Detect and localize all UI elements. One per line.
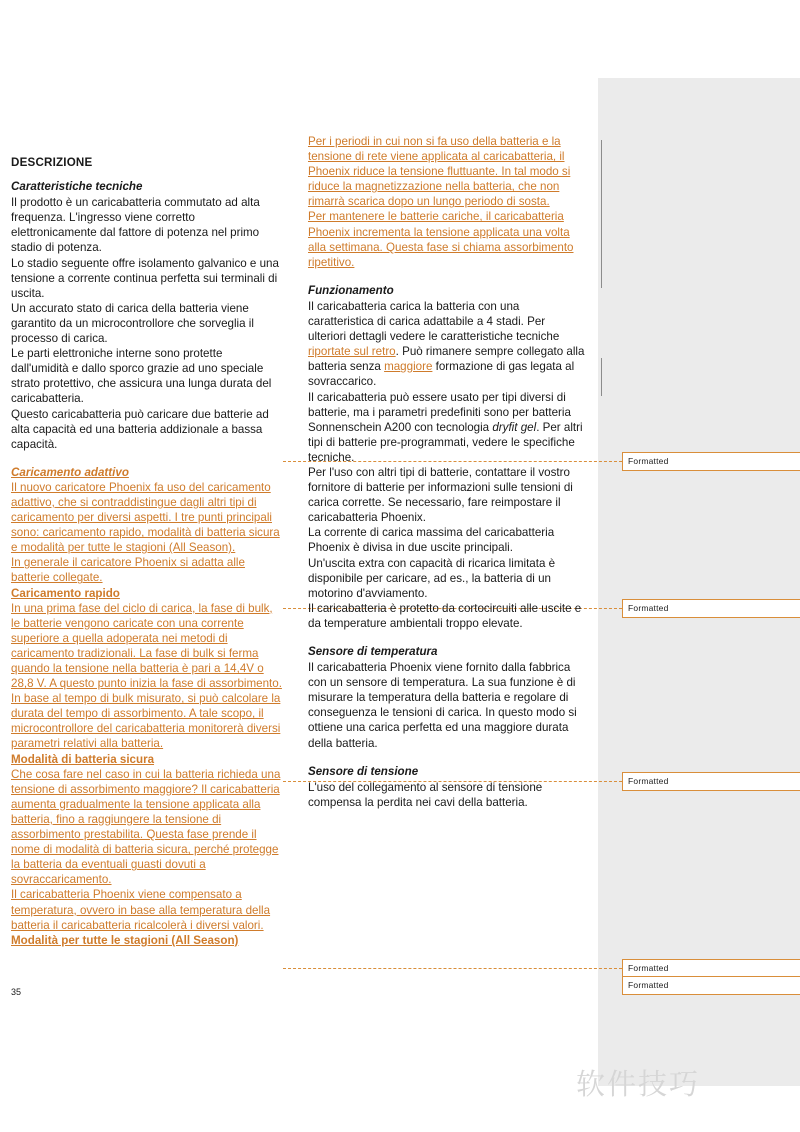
inserted-subheading: Caricamento rapido — [11, 586, 120, 600]
inserted-text: maggiore — [384, 360, 433, 374]
paragraph-text: Il caricabatteria può essere usato per tipi diversi di batterie, ma i parametri predefiniti sono per batteria Sonnenschein A200 con tecnologia — [308, 390, 571, 434]
formatted-balloon[interactable]: Formatted — [622, 959, 800, 978]
inserted-subheading: Modalità di batteria sicura — [11, 752, 155, 766]
paragraph: Lo stadio seguente offre isolamento galvanico e una tensione a corrente continua perfetta sui terminali di uscita. — [11, 256, 279, 300]
paragraph-text: formazione di gas legata al sovraccarico. — [308, 360, 575, 389]
balloon-leader-line — [283, 968, 622, 969]
subsection-heading: Sensore di tensione — [308, 764, 419, 778]
paragraph: L'uso del collegamento al sensore di tensione compensa la perdita nei cavi della batteria. — [308, 780, 543, 809]
paragraph: Un'uscita extra con capacità di ricarica limitata è disponibile per caricare, ad es., la batteria di un motorino d'avviamento. — [308, 556, 556, 600]
formatted-balloon[interactable]: Formatted — [622, 599, 800, 618]
paragraph: Le parti elettroniche interne sono protette dall'umidità e dallo sporco grazie ad uno speciale strato protettivo, che assicura una lunga durata del caricabatteria. — [11, 347, 272, 406]
paragraph: Il prodotto è un caricabatteria commutato ad alta frequenza. L'ingresso viene corretto elettronicamente dal fattore di potenza nel primo stadio di potenza. — [11, 196, 260, 255]
review-markup-pane — [598, 78, 800, 1086]
change-bar — [601, 140, 602, 288]
formatted-balloon[interactable]: Formatted — [622, 772, 800, 791]
inserted-paragraph: Il nuovo caricatore Phoenix fa uso del caricamento adattivo, che si contraddistingue dagli altri tipi di caricamento per diversi aspetti. I tre punti principali sono: caricamento rapido, modalità di batteria sicura e modalità per tutte le stagioni (All Season). — [11, 480, 280, 555]
paragraph-text: . Per altri tipi di batterie pre-programmati, vedere le specifiche tecniche. — [308, 420, 583, 464]
formatted-balloon[interactable]: Formatted — [622, 976, 800, 995]
left-text-column — [11, 155, 283, 948]
paragraph — [308, 390, 585, 465]
right-text-column — [308, 134, 585, 810]
paragraph-text: Il caricabatteria carica la batteria con una caratteristica di carica adattabile a 4 stadi. Per ulteriori dettagli vedere le caratteristiche tecniche — [308, 299, 560, 344]
paragraph: Il caricabatteria Phoenix viene fornito dalla fabbrica con un sensore di temperatura. La sua funzione è di misurare la temperatura della batteria e regolare di conseguenza le tensioni di carica. In questo modo si ottiene una carica perfetta ed una maggiore durata della batteria. — [308, 661, 577, 750]
inserted-subheading: Caricamento adattivo — [11, 465, 129, 479]
subsection-heading: Funzionamento — [308, 283, 394, 297]
paragraph: Questo caricabatteria può caricare due batterie ad alta capacità ed una batteria addizionale a bassa capacità. — [11, 407, 269, 451]
paragraph: Un accurato stato di carica della batteria viene garantito da un microcontrollore che sorveglia il processo di carica. — [11, 301, 254, 346]
section-heading: DESCRIZIONE — [11, 156, 93, 169]
inserted-paragraph: Per i periodi in cui non si fa uso della batteria e la tensione di rete viene applicata al caricabatteria, il Phoenix riduce la tensione fluttuante. In tal modo si riduce la magnetizzazione nella batteria, che non rimarrà scarica dopo un lungo periodo di sosta. — [308, 135, 571, 209]
paragraph: Per l'uso con altri tipi di batterie, contattare il vostro fornitore di batterie per informazioni sulle tensioni di carica corrette. Se necessario, fare reimpostare il caricabatteria Phoenix. — [308, 465, 573, 525]
paragraph: Il caricabatteria è protetto da cortocircuiti alle uscite e da temperature ambientali troppo elevate. — [308, 601, 582, 630]
italic-text: dryfit gel — [492, 420, 537, 434]
inserted-paragraph: Il caricabatteria Phoenix viene compensato a temperatura, ovvero in base alla temperatura della batteria il caricabatteria ricalcolerà i diversi valori. — [11, 888, 271, 932]
paragraph — [308, 299, 585, 390]
paragraph-text: . Può rimanere sempre collegato alla batteria senza — [308, 345, 585, 374]
inserted-subheading: Modalità per tutte le stagioni (All Season) — [11, 933, 239, 947]
watermark: 软件技巧 — [576, 1067, 701, 1101]
subsection-heading: Caratteristiche tecniche — [11, 180, 143, 194]
subsection-heading: Sensore di temperatura — [308, 645, 438, 658]
inserted-paragraph: In generale il caricatore Phoenix si adatta alle batterie collegate. — [11, 556, 245, 585]
change-bar — [601, 358, 602, 396]
formatted-balloon[interactable]: Formatted — [622, 452, 800, 471]
paragraph: La corrente di carica massima del caricabatteria Phoenix è divisa in due uscite principali. — [308, 526, 555, 555]
page-number: 35 — [11, 987, 22, 997]
inserted-paragraph: Per mantenere le batterie cariche, il caricabatteria Phoenix incrementa la tensione applicata una volta alla settimana. Questa fase si chiama assorbimento ripetitivo. — [308, 210, 574, 269]
inserted-paragraph: In base al tempo di bulk misurato, si può calcolare la durata del tempo di assorbimento. A tale scopo, il microcontrollore del caricabatteria monitorerà diversi parametri relativi alla batteria. — [11, 692, 281, 751]
inserted-paragraph: In una prima fase del ciclo di carica, la fase di bulk, le batterie vengono caricate con una corrente superiore a quella adoperata nei metodi di caricamento tradizionali. La fase di bulk si ferma quando la tensione nella batteria è pari a 14,4V o 28,8 V. A questo punto inizia la fase di assorbimento. — [11, 601, 282, 691]
inserted-paragraph: Che cosa fare nel caso in cui la batteria richieda una tensione di assorbimento maggiore? Il caricabatteria aumenta gradualmente la tensione applicata alla batteria, fino a raggiungere la tensione di assorbimento prestabilita. Questa fase prende il nome di modalità di batteria sicura, perché protegge la batteria da eventuali guasti dovuti a sovraccaricamento. — [11, 767, 281, 887]
inserted-text: riportate sul retro — [308, 345, 396, 359]
